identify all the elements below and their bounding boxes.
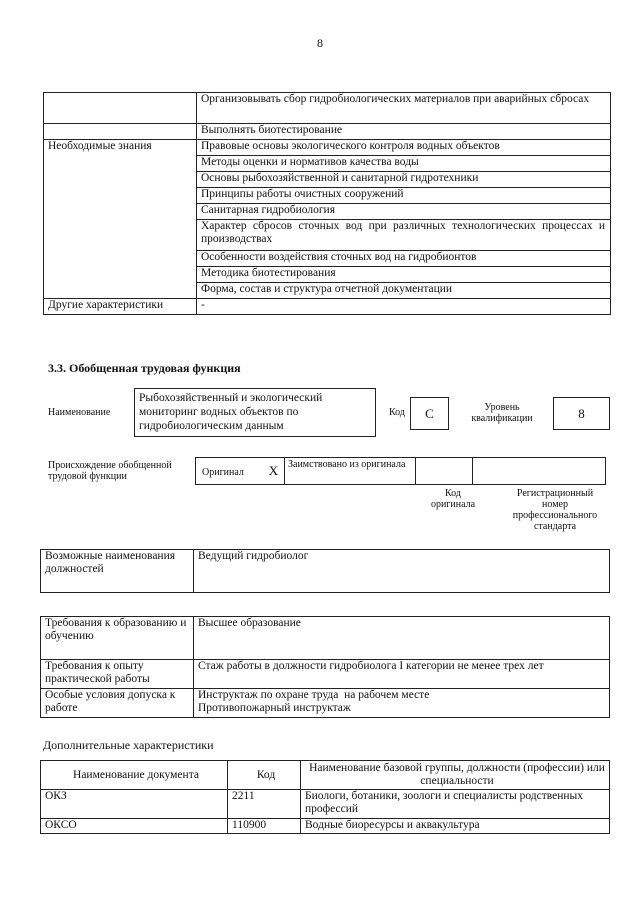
code-label: Код <box>389 407 405 418</box>
original-mark: X <box>268 462 279 478</box>
table-row <box>44 93 611 124</box>
header-doc: Наименование документа <box>41 761 228 790</box>
table-cell: Характер сбросов сточных вод при различных технологических процессах и производствах <box>197 220 611 251</box>
original-cell <box>196 458 285 485</box>
table-row <box>41 550 610 593</box>
positions-value: Ведущий гидробиолог <box>194 550 610 593</box>
table-row <box>44 140 611 156</box>
table-cell: Санитарная гидробиология <box>197 204 611 220</box>
req-education-value: Высшее образование <box>194 617 610 660</box>
table-cell: Форма, состав и структура отчетной документации <box>197 283 611 299</box>
req-conditions-line: Противопожарный инструктаж <box>198 702 351 714</box>
table-cell: Методы оценки и нормативов качества воды <box>197 156 611 172</box>
table-row <box>41 689 610 718</box>
name-label: Наименование <box>48 407 111 418</box>
knowledge-table <box>43 92 611 315</box>
header-code: Код <box>228 761 301 790</box>
table-cell: Особенности воздействия сточных вод на гидробионтов <box>197 251 611 267</box>
original-label: Оригинал <box>202 466 244 478</box>
name-value-box <box>134 388 376 437</box>
borrowed-label: Заимствовано из оригинала <box>285 458 416 485</box>
table-row <box>41 790 610 819</box>
table-cell: Организовывать сбор гидробиологических материалов при аварийных сбросах <box>197 93 611 124</box>
level-label: Уровень квалификации <box>471 402 533 424</box>
level-value: 8 <box>578 405 585 421</box>
req-conditions-value <box>194 689 610 718</box>
reg-number-cell <box>473 458 606 485</box>
code-value: C <box>425 405 434 421</box>
code-original-caption: Код оригинала <box>430 488 476 510</box>
knowledge-label: Необходимые знания <box>44 140 197 299</box>
positions-table <box>40 549 610 593</box>
row-doc: ОКЗ <box>41 790 228 819</box>
req-conditions-line: Инструктаж по охране труда на рабочем месте <box>198 689 430 701</box>
table-row <box>44 124 611 140</box>
table-row <box>41 660 610 689</box>
row-code: 110900 <box>228 819 301 834</box>
row-group: Биологи, ботаники, зоологи и специалисты родственных профессий <box>301 790 610 819</box>
table-row <box>44 299 611 315</box>
table-cell <box>44 124 197 140</box>
table-row <box>196 458 606 485</box>
req-experience-label: Требования к опыту практической работы <box>41 660 194 689</box>
other-label: Другие характеристики <box>44 299 197 315</box>
code-original-cell <box>416 458 473 485</box>
table-cell: Принципы работы очистных сооружений <box>197 188 611 204</box>
origin-table <box>195 457 606 485</box>
table-cell: Правовые основы экологического контроля водных объектов <box>197 140 611 156</box>
page-number: 8 <box>317 36 323 50</box>
requirements-table <box>40 616 610 718</box>
additional-table <box>40 760 610 834</box>
table-cell: Выполнять биотестирование <box>197 124 611 140</box>
name-value: Рыбохозяйственный и экологический мониторинг водных объектов по гидробиологическим данным <box>139 392 323 432</box>
code-value-box <box>410 397 449 430</box>
origin-label: Происхождение обобщенной трудовой функции <box>48 460 172 482</box>
req-conditions-label: Особые условия допуска к работе <box>41 689 194 718</box>
table-cell <box>44 93 197 124</box>
positions-label: Возможные наименования должностей <box>41 550 194 593</box>
table-cell: Основы рыбохозяйственной и санитарной гидротехники <box>197 172 611 188</box>
row-code: 2211 <box>228 790 301 819</box>
req-experience-value: Стаж работы в должности гидробиолога I категории не менее трех лет <box>194 660 610 689</box>
additional-title: Дополнительные характеристики <box>43 738 214 752</box>
table-cell: Методика биотестирования <box>197 267 611 283</box>
row-group: Водные биоресурсы и аквакультура <box>301 819 610 834</box>
table-row <box>41 819 610 834</box>
section-title: 3.3. Обобщенная трудовая функция <box>48 361 241 375</box>
other-value: - <box>197 299 611 315</box>
level-value-box <box>553 397 610 430</box>
row-doc: ОКСО <box>41 819 228 834</box>
req-education-label: Требования к образованию и обучению <box>41 617 194 660</box>
header-group: Наименование базовой группы, должности (профессии) или специальности <box>301 761 610 790</box>
reg-number-caption: Регистрационный номер профессионального стандарта <box>512 488 598 532</box>
table-row <box>41 617 610 660</box>
table-row <box>41 761 610 790</box>
